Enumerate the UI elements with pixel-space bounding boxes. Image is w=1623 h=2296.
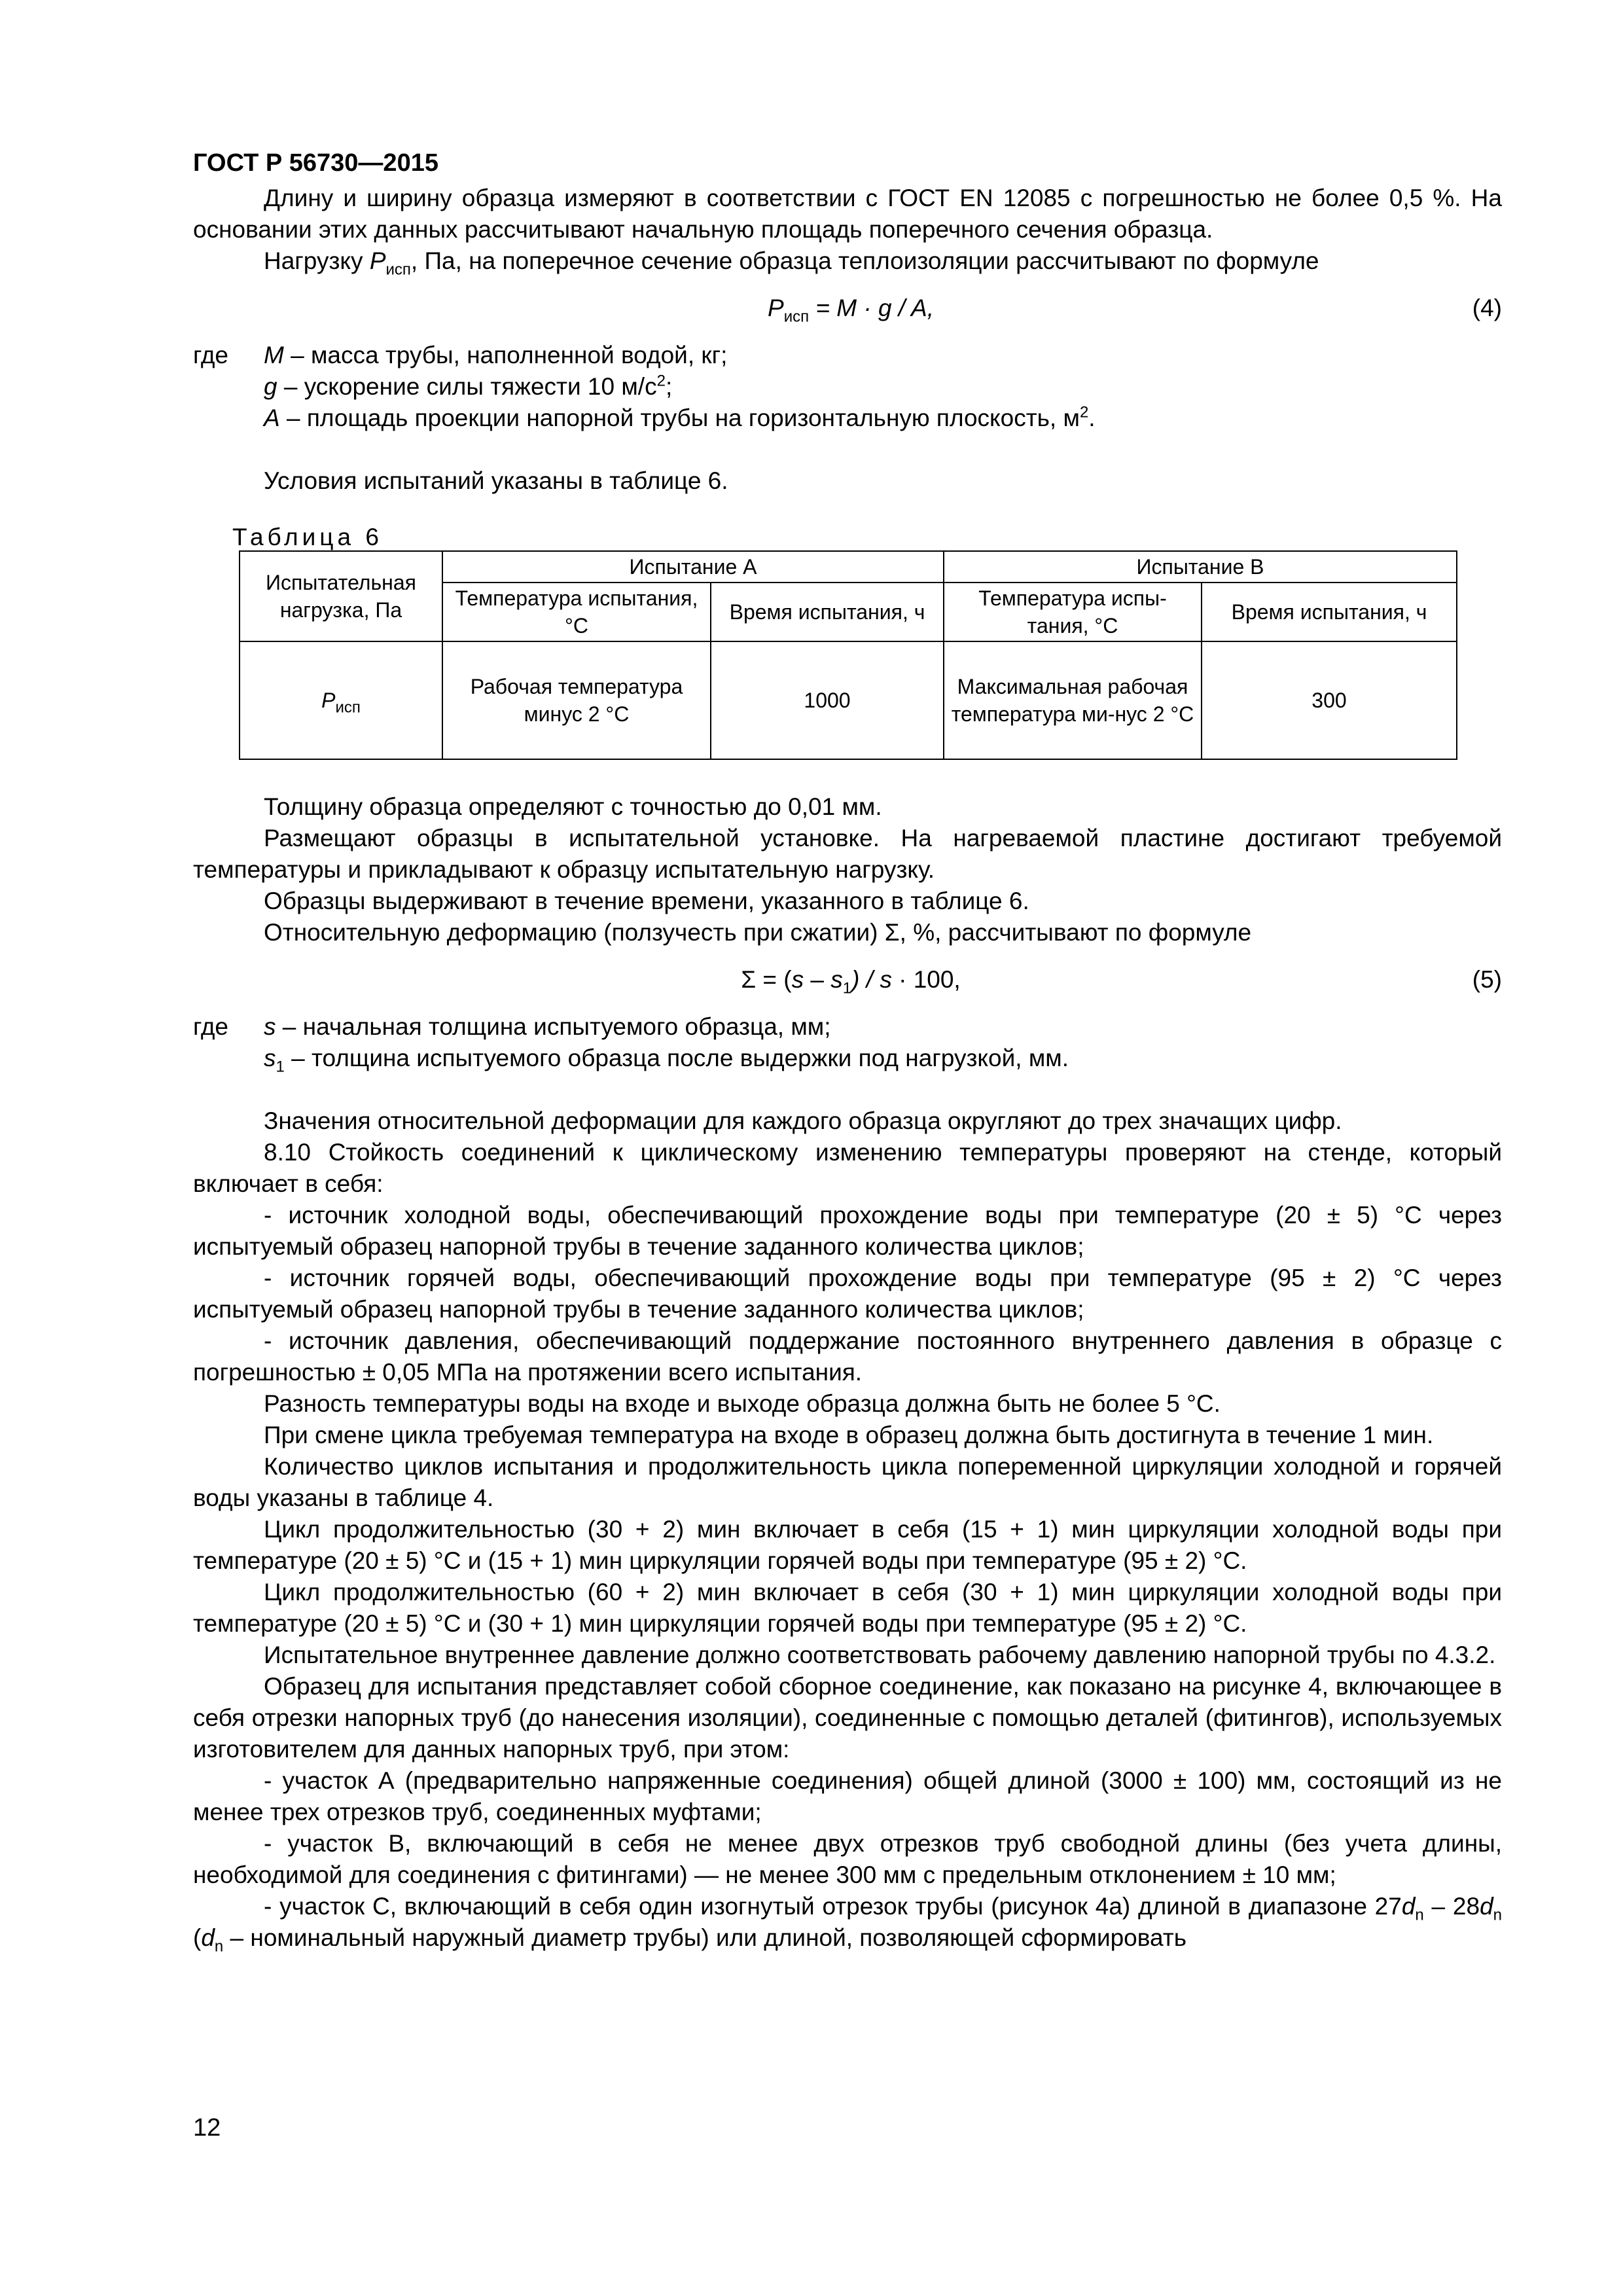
where-line — [264, 340, 1502, 371]
formula-4 — [193, 277, 1502, 340]
subscript: 1 — [842, 979, 852, 997]
text: – 28 — [1423, 1893, 1480, 1920]
symbol: d — [1401, 1893, 1416, 1920]
cell-load — [240, 641, 442, 759]
formula-5 — [193, 948, 1502, 1011]
paragraph: При смене цикла требуемая температура на входе в образец должна быть достигнута в течение 1 мин. — [264, 1422, 1434, 1448]
paragraph: - источник холодной воды, обеспечивающий прохождение воды при температуре (20 ± 5) °С через испытуемый образец напорной трубы в течение заданного количества циклов; — [193, 1202, 1502, 1260]
symbol: s — [791, 966, 804, 993]
paragraph: Значения относительной деформации для каждого образца округляют до трех значащих цифр. — [264, 1107, 1342, 1134]
text: ; — [665, 373, 673, 400]
symbol: A — [264, 404, 280, 431]
cell-time-b: 300 — [1202, 641, 1457, 759]
where-line — [264, 1011, 1502, 1043]
paragraph: Образцы выдерживают в течение времени, указанного в таблице 6. — [264, 888, 1029, 914]
table-6 — [239, 550, 1457, 760]
paragraph: Цикл продолжительностью (60 + 2) мин включает в себя (30 + 1) мин циркуляции холодной воды при температуре (20 ± 5) °С и (30 + 1) мин циркуляции горячей воды при температуре (95 ± 2) °С. — [193, 1579, 1502, 1637]
text: – масса трубы, наполненной водой, кг; — [283, 342, 728, 368]
symbol: d — [1480, 1893, 1493, 1920]
header-load: Испытательная нагрузка, Па — [240, 551, 442, 641]
header-time-a: Время испытания, ч — [711, 583, 944, 641]
paragraph: Образец для испытания представляет собой сборное соединение, как показано на рисунке 4, включающее в себя отрезки напорных труб (до нанесения изоляции), соединенные с помощью деталей (фитингов), используемых изготовителем для данных напорных труб, при этом: — [193, 1673, 1502, 1763]
symbol: s — [264, 1013, 276, 1040]
superscript: 2 — [1079, 403, 1089, 422]
paragraph-load — [193, 245, 1502, 277]
paragraph: Количество циклов испытания и продолжительность цикла попеременной циркуляции холодной и горячей воды указаны в таблице 4. — [193, 1453, 1502, 1511]
symbol: s — [830, 966, 843, 993]
symbol-p: P — [369, 247, 386, 274]
subscript: n — [1493, 1906, 1502, 1924]
cell-temp-a: Рабочая температура минус 2 °С — [442, 641, 711, 759]
header-test-b: Испытание В — [944, 551, 1457, 583]
text: , Па, на поперечное сечение образца теплоизоляции рассчитывают по формуле — [410, 247, 1319, 274]
paragraph: - источник давления, обеспечивающий поддержание постоянного внутреннего давления в образце с погрешностью ± 0,05 МПа на протяжении всего испытания. — [193, 1327, 1502, 1386]
symbol: s — [264, 1045, 276, 1071]
subscript: исп — [783, 308, 810, 326]
document-header: ГОСТ Р 56730—2015 — [193, 149, 438, 177]
paragraph: 8.10 Стойкость соединений к циклическому изменению температуры проверяют на стенде, который включает в себя: — [193, 1139, 1502, 1197]
subscript: n — [214, 1937, 224, 1956]
symbol: s — [880, 966, 892, 993]
paragraph: Размещают образцы в испытательной установке. На нагреваемой пластине достигают требуемой температуры и прикладывают к образцу испытательную нагрузку. — [193, 825, 1502, 883]
symbol-p: P — [768, 295, 784, 321]
subscript: исп — [335, 698, 361, 717]
cell-temp-b: Максимальная рабочая температура ми-нус 2 °С — [944, 641, 1202, 759]
text: . — [1088, 404, 1096, 431]
header-time-b: Время испытания, ч — [1202, 583, 1457, 641]
text: – площадь проекции напорной трубы на горизонтальную плоскость, м — [279, 404, 1080, 431]
paragraph-dimensions: Длину и ширину образца измеряют в соответствии с ГОСТ EN 12085 с погрешностью не более 0,5 %. На основании этих данных рассчитывают начальную площадь поперечного сечения образца. — [193, 185, 1502, 243]
formula-number: (4) — [1472, 295, 1502, 321]
text: – ускорение силы тяжести 10 м/с — [277, 373, 657, 400]
text: ( — [193, 1924, 202, 1951]
text: – номинальный наружный диаметр трубы) или длиной, позволяющей сформировать — [223, 1924, 1186, 1951]
symbol-p: P — [321, 689, 336, 712]
header-temp-b: Температура испы-тания, °С — [944, 583, 1202, 641]
superscript: 2 — [656, 372, 666, 390]
paragraph: Относительную деформацию (ползучесть при сжатии) Σ, %, рассчитывают по формуле — [264, 919, 1252, 946]
text: - участок С, включающий в себя один изогнутый отрезок трубы (рисунок 4а) длиной в диапазоне 27 — [264, 1893, 1402, 1920]
paragraph: Цикл продолжительностью (30 + 2) мин включает в себя (15 + 1) мин циркуляции холодной воды при температуре (20 ± 5) °С и (15 + 1) мин циркуляции горячей воды при температуре (95 ± 2) °С. — [193, 1516, 1502, 1574]
where-line — [264, 1043, 1502, 1074]
formula-part: · 100, — [891, 966, 961, 993]
where-label: где — [193, 342, 229, 368]
paragraph: - участок А (предварительно напряженные соединения) общей длиной (3000 ± 100) мм, состоящий из не менее трех отрезков труб, соединенных муфтами; — [193, 1767, 1502, 1825]
paragraph: Толщину образца определяют с точностью до 0,01 мм. — [264, 793, 882, 820]
header-temp-a: Температура испытания, °С — [442, 583, 711, 641]
formula-part: ) / — [851, 966, 880, 993]
page-number: 12 — [193, 2114, 221, 2142]
paragraph-section-c — [193, 1891, 1502, 1954]
subscript: n — [1415, 1906, 1424, 1924]
subscript: исп — [385, 260, 411, 279]
paragraph: - участок В, включающий в себя не менее двух отрезков труб свободной длины (без учета длины, необходимой для соединения с фитингами) — не менее 300 мм с предельным отклонением ± 10 мм; — [193, 1830, 1502, 1888]
where-label: где — [193, 1013, 229, 1040]
paragraph: Разность температуры воды на входе и выходе образца должна быть не более 5 °С. — [264, 1390, 1221, 1417]
page-body — [193, 147, 1502, 1954]
text: – толщина испытуемого образца после выдержки под нагрузкой, мм. — [284, 1045, 1069, 1071]
formula-part: – — [804, 966, 831, 993]
header-test-a: Испытание А — [442, 551, 944, 583]
where-block-1 — [193, 340, 1502, 434]
table-title: Таблица 6 — [232, 524, 383, 550]
text: Нагрузку — [264, 247, 370, 274]
formula-rhs: = M · g / A, — [809, 295, 934, 321]
subscript: 1 — [276, 1058, 285, 1076]
formula-number: (5) — [1472, 966, 1502, 993]
where-line — [264, 403, 1502, 434]
where-block-2 — [193, 1011, 1502, 1074]
formula-part: Σ = ( — [741, 966, 792, 993]
text: – начальная толщина испытуемого образца, мм; — [276, 1013, 831, 1040]
paragraph: - источник горячей воды, обеспечивающий прохождение воды при температуре (95 ± 2) °С через испытуемый образец напорной трубы в течение заданного количества циклов; — [193, 1265, 1502, 1323]
symbol: g — [264, 373, 277, 400]
symbol: M — [264, 342, 284, 368]
symbol: d — [201, 1924, 215, 1951]
paragraph-conditions: Условия испытаний указаны в таблице 6. — [264, 467, 728, 494]
where-line — [264, 371, 1502, 403]
cell-time-a: 1000 — [711, 641, 944, 759]
paragraph: Испытательное внутреннее давление должно соответствовать рабочему давлению напорной трубы по 4.3.2. — [264, 1641, 1496, 1668]
